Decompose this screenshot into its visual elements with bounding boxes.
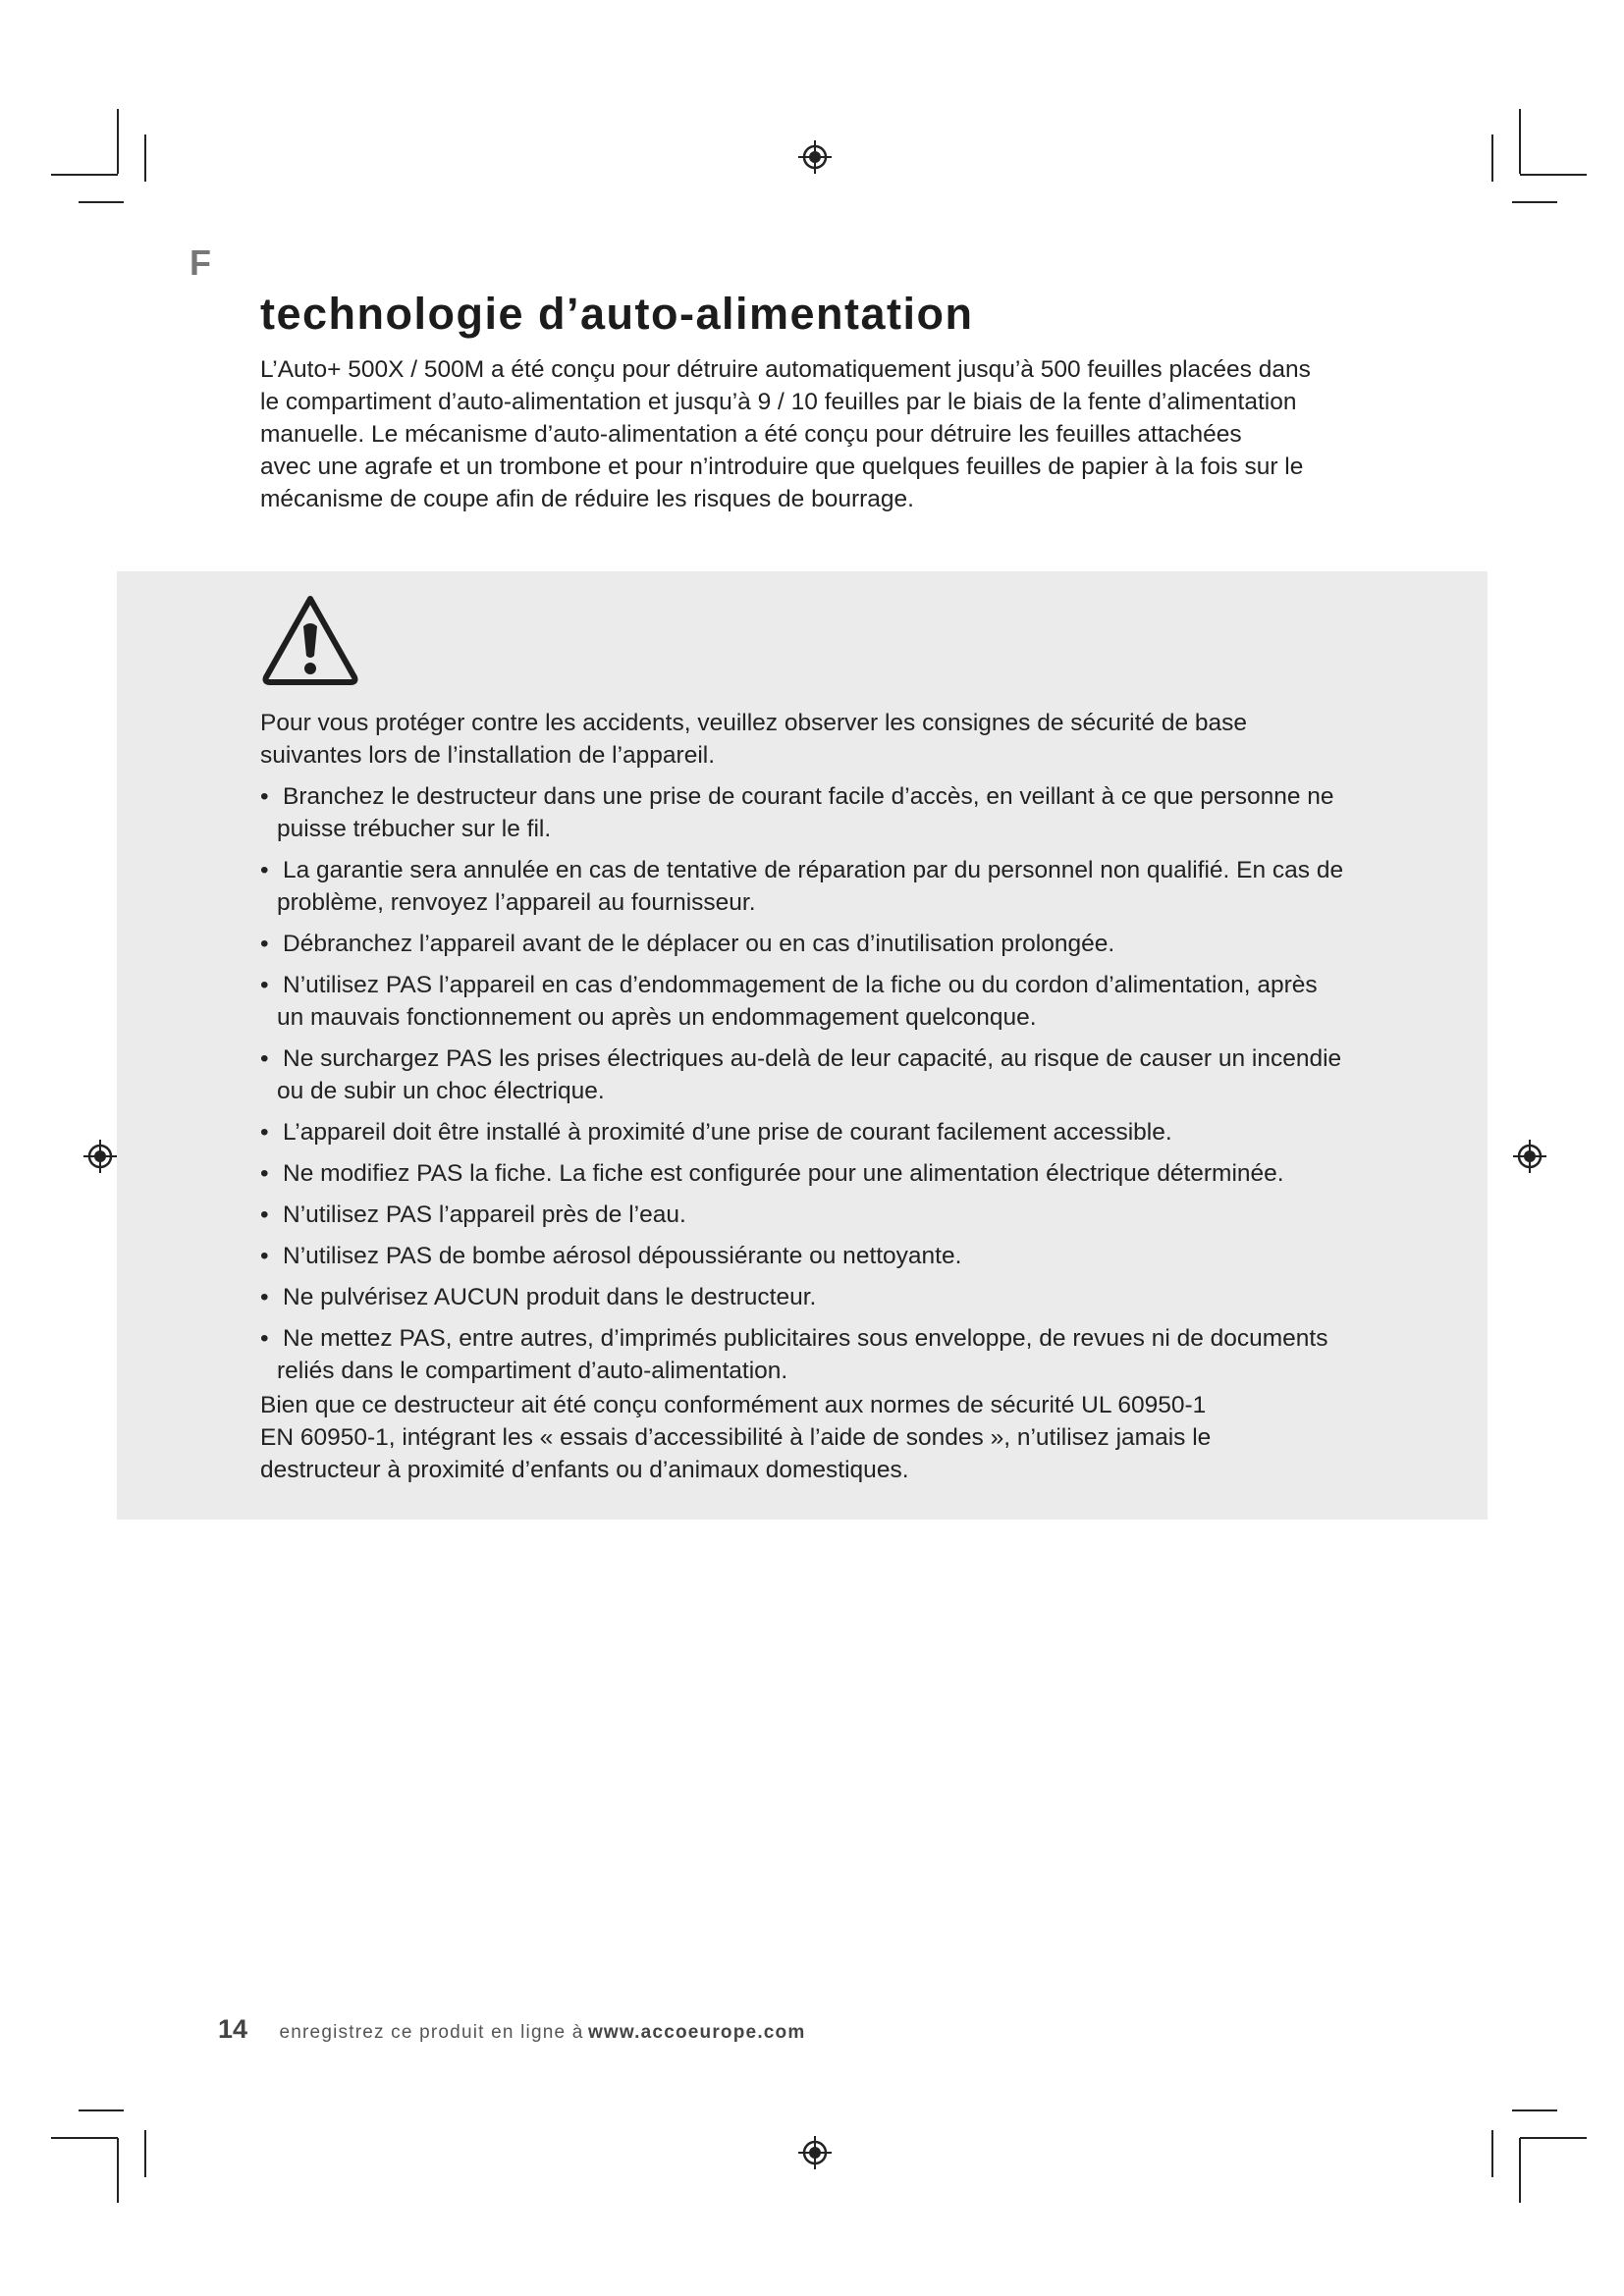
list-item <box>260 1199 1419 1231</box>
list-item <box>260 1042 1419 1107</box>
list-item <box>260 1281 1419 1313</box>
footer-register-text: enregistrez ce produit en ligne à <box>279 2022 584 2043</box>
list-item-line: N’utilisez PAS l’appareil près de l’eau. <box>283 1201 686 1228</box>
bullet-marker: • <box>260 857 269 883</box>
footer-website-link[interactable]: www.accoeurope.com <box>587 2022 806 2043</box>
list-item-line: reliés dans le compartiment d’auto-alimentation. <box>277 1358 788 1384</box>
list-item-line: N’utilisez PAS l’appareil en cas d’endommagement de la fiche ou du cordon d’alimentation, après <box>283 972 1318 998</box>
warning-closing-paragraph <box>260 1389 1419 1486</box>
bullet-marker: • <box>260 783 269 810</box>
registration-mark-icon <box>797 139 833 175</box>
warning-lead-line: suivantes lors de l’installation de l’appareil. <box>260 742 716 769</box>
registration-mark-icon <box>797 2135 833 2170</box>
intro-paragraph <box>260 353 1399 515</box>
bullet-marker: • <box>260 931 269 957</box>
intro-line: manuelle. Le mécanisme d’auto-alimentation a été conçu pour détruire les feuilles attachées <box>260 421 1242 448</box>
registration-mark-icon <box>1512 1139 1547 1174</box>
page-title: technologie d’auto-alimentation <box>260 289 974 339</box>
list-item-line: N’utilisez PAS de bombe aérosol dépoussiérante ou nettoyante. <box>283 1243 962 1269</box>
intro-line: le compartiment d’auto-alimentation et jusqu’à 9 / 10 feuilles par le biais de la fente d’alimentation <box>260 389 1297 415</box>
list-item-line: Ne pulvérisez AUCUN produit dans le destructeur. <box>283 1284 817 1310</box>
intro-line: avec une agrafe et un trombone et pour n’introduire que quelques feuilles de papier à la fois sur le <box>260 454 1304 480</box>
list-item <box>260 780 1419 845</box>
bullet-marker: • <box>260 1119 269 1146</box>
list-item-line: L’appareil doit être installé à proximité d’une prise de courant facilement accessible. <box>283 1119 1172 1146</box>
bullet-marker: • <box>260 1160 269 1187</box>
list-item-line: La garantie sera annulée en cas de tentative de réparation par du personnel non qualifié. En cas de <box>283 857 1344 883</box>
warning-lead-paragraph <box>260 707 1419 772</box>
intro-line: mécanisme de coupe afin de réduire les risques de bourrage. <box>260 486 914 512</box>
list-item-line: Ne mettez PAS, entre autres, d’imprimés publicitaires sous enveloppe, de revues ni de documents <box>283 1325 1328 1352</box>
intro-line: L’Auto+ 500X / 500M a été conçu pour détruire automatiquement jusqu’à 500 feuilles placées dans <box>260 356 1311 383</box>
bullet-marker: • <box>260 1284 269 1310</box>
list-item-line: Branchez le destructeur dans une prise de courant facile d’accès, en veillant à ce que personne ne <box>283 783 1334 810</box>
list-item <box>260 1322 1419 1387</box>
bullet-marker: • <box>260 972 269 998</box>
list-item-line: Ne surchargez PAS les prises électriques au-delà de leur capacité, au risque de causer un incendie <box>283 1045 1342 1072</box>
list-item-line: puisse trébucher sur le fil. <box>277 816 552 842</box>
list-item-line: Débranchez l’appareil avant de le déplacer ou en cas d’inutilisation prolongée. <box>283 931 1115 957</box>
page-footer <box>218 2014 805 2045</box>
section-language-letter: F <box>189 242 211 283</box>
warning-lead-line: Pour vous protéger contre les accidents, veuillez observer les consignes de sécurité de base <box>260 710 1248 736</box>
bullet-marker: • <box>260 1243 269 1269</box>
page-number: 14 <box>218 2014 248 2044</box>
warning-closing-line: destructeur à proximité d’enfants ou d’animaux domestiques. <box>260 1457 909 1483</box>
list-item <box>260 1240 1419 1272</box>
bullet-marker: • <box>260 1325 269 1352</box>
list-item <box>260 969 1419 1034</box>
warning-closing-line: Bien que ce destructeur ait été conçu conformément aux normes de sécurité UL 60950-1 <box>260 1392 1207 1418</box>
list-item <box>260 854 1419 919</box>
registration-mark-icon <box>82 1139 118 1174</box>
list-item-line: ou de subir un choc électrique. <box>277 1078 605 1104</box>
list-item-line: un mauvais fonctionnement ou après un endommagement quelconque. <box>277 1004 1037 1031</box>
warning-closing-line: EN 60950-1, intégrant les « essais d’accessibilité à l’aide de sondes », n’utilisez jamais le <box>260 1424 1212 1451</box>
list-item <box>260 928 1419 960</box>
warning-triangle-icon <box>260 593 360 687</box>
list-item-line: Ne modifiez PAS la fiche. La fiche est configurée pour une alimentation électrique déterminée. <box>283 1160 1284 1187</box>
list-item <box>260 1157 1419 1190</box>
bullet-marker: • <box>260 1201 269 1228</box>
list-item-line: problème, renvoyez l’appareil au fournisseur. <box>277 889 756 916</box>
safety-bullet-list <box>260 780 1419 1396</box>
bullet-marker: • <box>260 1045 269 1072</box>
list-item <box>260 1116 1419 1148</box>
